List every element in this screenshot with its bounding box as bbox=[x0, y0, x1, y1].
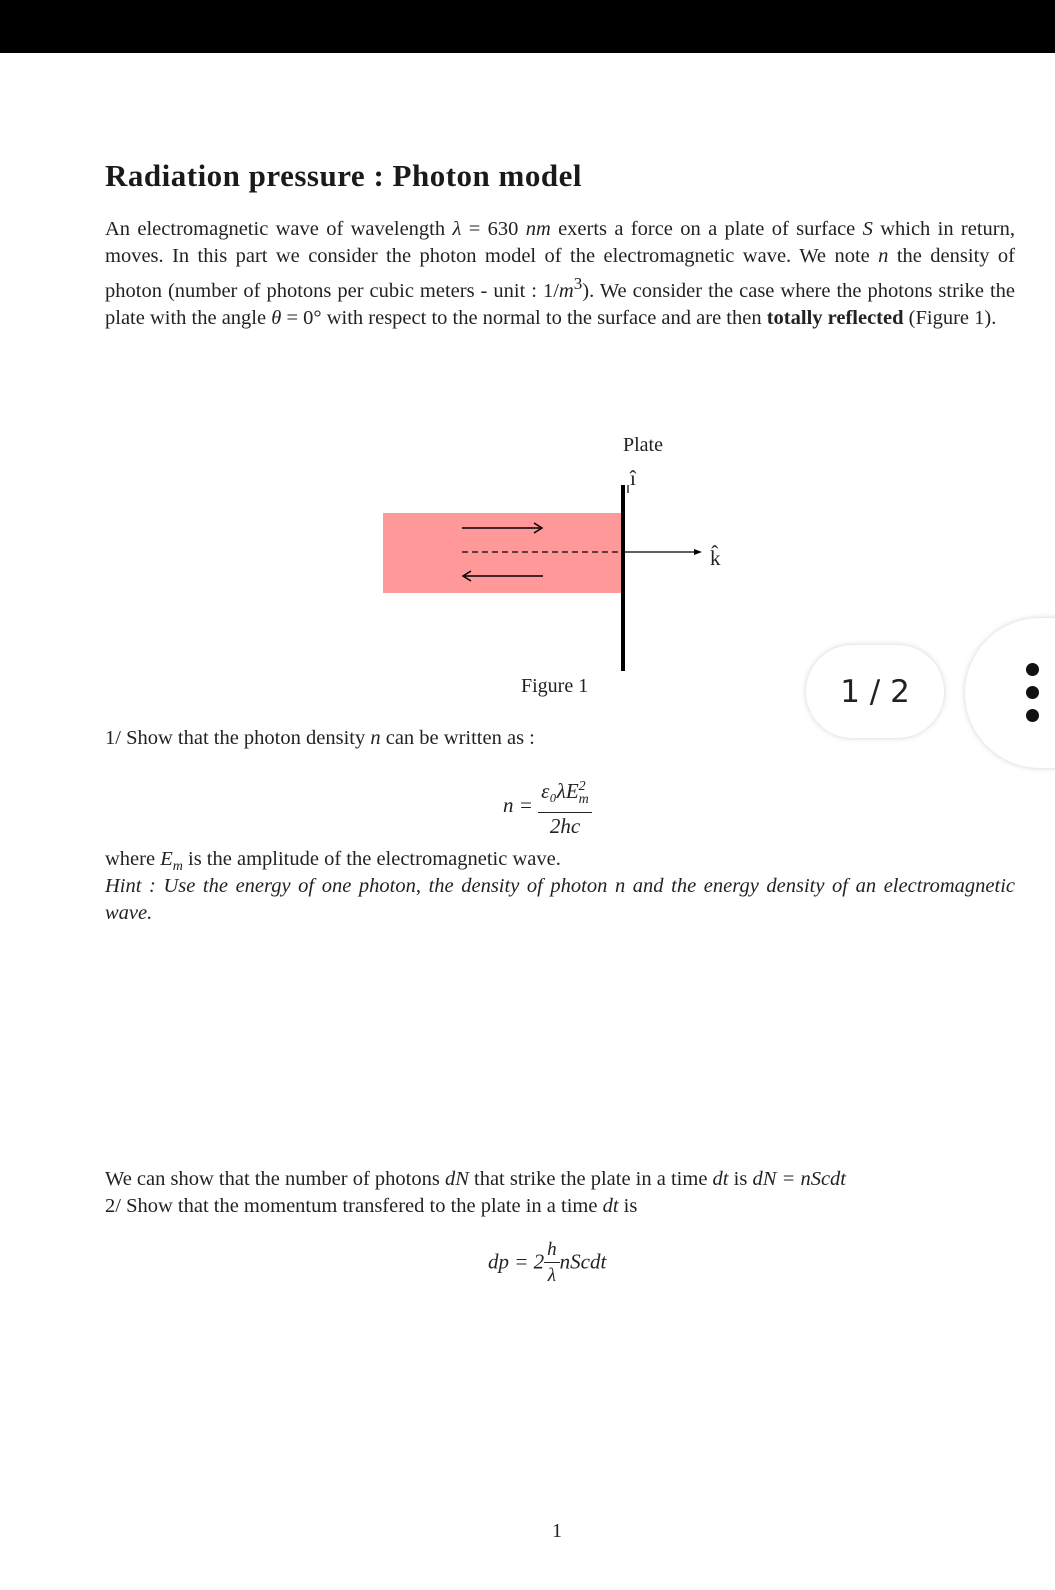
page-title: Radiation pressure : Photon model bbox=[105, 158, 582, 193]
where-clause: where $E_m$ is the amplitude of the electromagnetic wave. bbox=[105, 848, 561, 875]
more-dots-icon bbox=[1026, 663, 1039, 676]
page-indicator[interactable]: 1 / 2 bbox=[806, 645, 944, 738]
question-1: 1/ Show that the photon density n can be written as : bbox=[105, 727, 535, 749]
question-2-intro: We can show that the number of photons dN that strike the plate in a time dt is dN = nScdt 2/ Show that the momentum transfered to the plate in a time dt is bbox=[105, 1168, 846, 1217]
intro-paragraph: An electromagnetic wave of wavelength λ = 630 nm exerts a force on a plate of surface S which in return, moves. In this part we consider the photon model of the electromagnetic wave. We note n the density of photon (number of photons per cubic meters - unit : $1/m^3$). We consider the case where the photons strike the plate with the angle θ = 0° with respect to the normal to the surface and are then totally reflected (Figure 1). bbox=[105, 218, 1016, 329]
i-unit-vector-label: î bbox=[630, 466, 636, 490]
status-bar bbox=[0, 0, 1055, 53]
equation-momentum: dp = 2 $\frac{h}{\lambda}$ nScdt bbox=[488, 1239, 607, 1286]
page-number: 1 bbox=[552, 1520, 562, 1542]
photon-beam bbox=[383, 513, 623, 593]
k-unit-vector-label: k̂ bbox=[710, 546, 721, 570]
figure-1-diagram bbox=[380, 423, 780, 673]
document-page bbox=[0, 53, 1055, 1590]
figure-caption: Figure 1 bbox=[521, 675, 589, 697]
hint-text: Hint : Use the energy of one photon, the density of photon n and the energy density of an electromagnetic wave. bbox=[105, 875, 1015, 924]
equation-photon-density: n = $\frac{\varepsilon_0\lambda E^2_m}{2hc}$ bbox=[503, 775, 592, 839]
plate-label: Plate bbox=[623, 434, 663, 456]
